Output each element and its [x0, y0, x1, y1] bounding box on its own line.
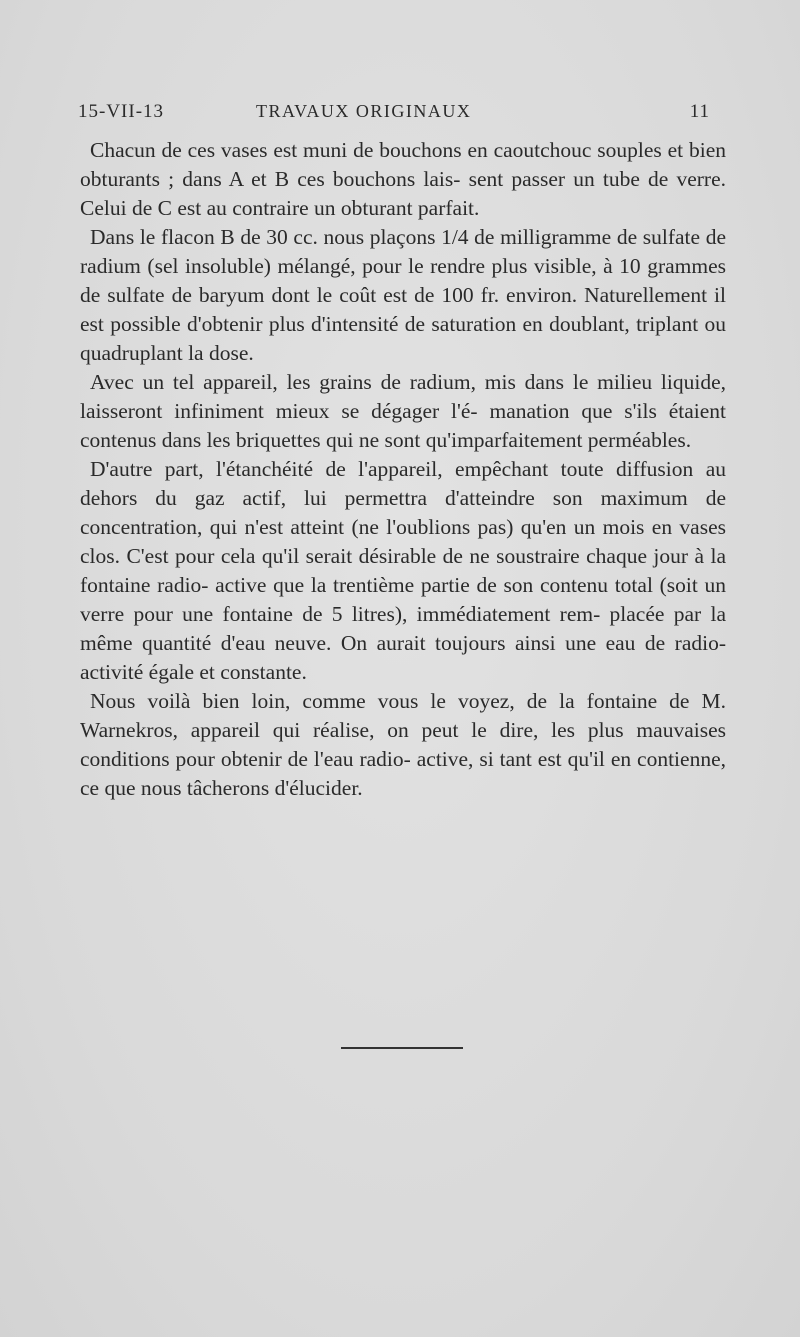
header-title: TRAVAUX ORIGINAUX [256, 101, 472, 121]
running-header [78, 101, 710, 131]
body-text [80, 136, 726, 803]
paragraph-1: Chacun de ces vases est muni de bouchons en caoutchouc souples et bien obturants ; dans A et B ces bouchons lais- sent passer un tube de verre. Celui de C est au contraire un obturant parfait. [80, 138, 726, 220]
page-number: 11 [689, 101, 710, 122]
paragraph-2: Dans le flacon B de 30 cc. nous plaçons 1/4 de milligramme de sulfate de radium (sel insoluble) mélangé, pour le rendre plus visible, à 10 grammes de sulfate de baryum dont le coût est de 100 fr. environ. Naturellement il est possible d'obtenir plus d'intensité de saturation en doublant, triplant ou quadruplant la dose. [80, 225, 726, 365]
paragraph-3: Avec un tel appareil, les grains de radium, mis dans le milieu liquide, laisseront infiniment mieux se dégager l'é- manation que s'ils étaient contenus dans les briquettes qui ne sont qu'imparfaitement perméables. [80, 370, 726, 452]
header-date: 15-VII-13 [78, 101, 165, 122]
paragraph-4: D'autre part, l'étanchéité de l'appareil, empêchant toute diffusion au dehors du gaz actif, lui permettra d'atteindre son maximum de concentration, qui n'est atteint (ne l'oublions pas) qu'en un mois en vases clos. C'est pour cela qu'il serait désirable de ne soustraire chaque jour à la fontaine radio- active que la trentième partie de son contenu total (soit un verre pour une fontaine de 5 litres), immédiatement rem- placée par la même quantité d'eau neuve. On aurait toujours ainsi une eau de radio-activité égale et constante. [80, 457, 726, 684]
paragraph-5: Nous voilà bien loin, comme vous le voyez, de la fontaine de M. Warnekros, appareil qui réalise, on peut le dire, les plus mauvaises conditions pour obtenir de l'eau radio- active, si tant est qu'il en contienne, ce que nous tâcherons d'élucider. [80, 689, 726, 800]
end-rule [341, 1047, 463, 1049]
